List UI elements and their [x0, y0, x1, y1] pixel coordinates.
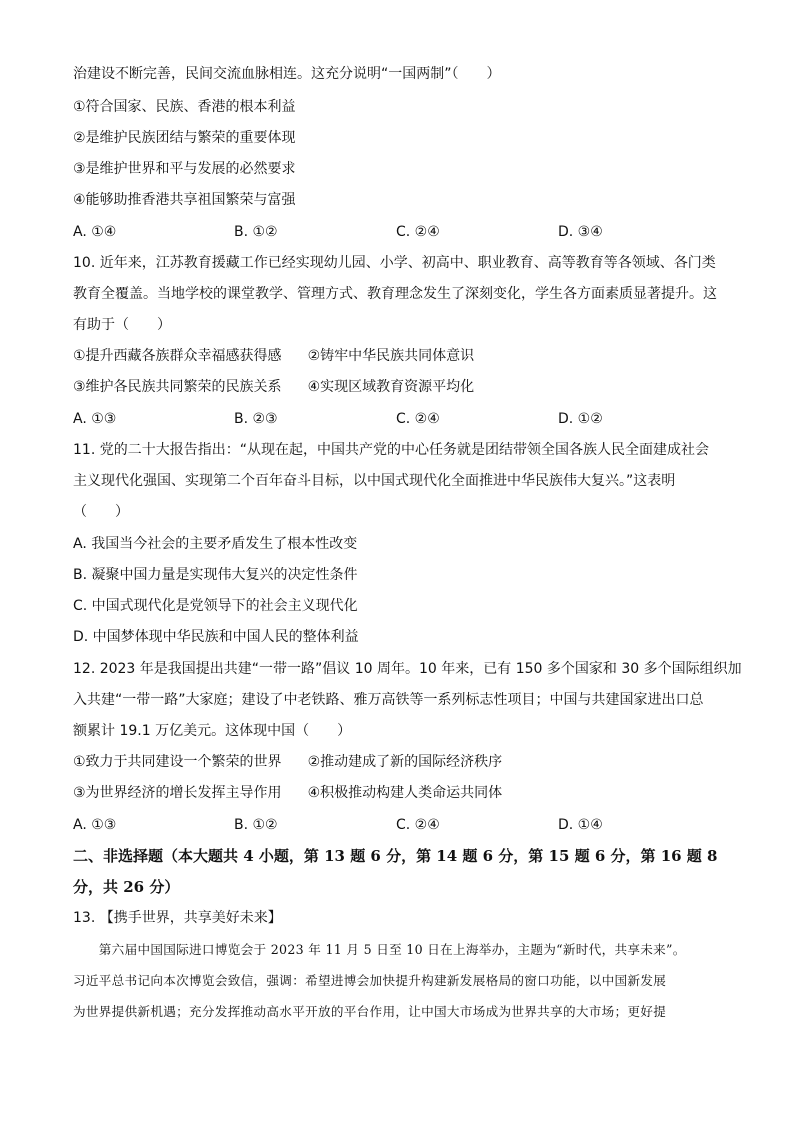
q12-item-2: ②推动建成了新的国际经济秩序 — [307, 754, 503, 770]
q10-item-4: ④实现区域教育资源平均化 — [307, 379, 475, 395]
q10-option-b: B. ②③ — [234, 411, 278, 427]
q12-items-row-1 — [73, 752, 723, 772]
q12-stem-line-1: 12. 2023 年是我国提出共建“一带一路”倡议 10 周年。10 年来，已有 150 多个国家和 30 多个国际组织加 — [73, 661, 742, 677]
q9-options — [73, 222, 723, 242]
q10-option-d: D. ①② — [558, 411, 603, 427]
section-2-heading-line-1: 二、非选择题（本大题共 4 小题，第 13 题 6 分，第 14 题 6 分，第 15 题 6 分，第 16 题 8 — [73, 847, 718, 865]
q13-material-line-3: 为世界提供新机遇；充分发挥推动高水平开放的平台作用，让中国大市场成为世界共享的大市场；更好提 — [73, 1004, 667, 1019]
q11-option-a: A. 我国当今社会的主要矛盾发生了根本性改变 — [73, 536, 358, 552]
q10-item-2: ②铸牢中华民族共同体意识 — [307, 348, 475, 364]
q12-option-a: A. ①③ — [73, 817, 117, 833]
q11-option-d: D. 中国梦体现中华民族和中国人民的整体利益 — [73, 629, 359, 645]
q9-item-1: ①符合国家、民族、香港的根本利益 — [73, 99, 296, 115]
q9-option-b: B. ①② — [234, 224, 278, 240]
q11-option-b: B. 凝聚中国力量是实现伟大复兴的决定性条件 — [73, 567, 358, 583]
q13-material-line-1: 第六届中国国际进口博览会于 2023 年 11 月 5 日至 10 日在上海举办，主题为“新时代，共享未来”。 — [73, 942, 686, 957]
q10-stem-line-1: 10. 近年来，江苏教育援藏工作已经实现幼儿园、小学、初高中、职业教育、高等教育等各领域、各门类 — [73, 255, 716, 271]
q11-stem-line-3: （ ） — [73, 504, 129, 520]
q9-item-4: ④能够助推香港共享祖国繁荣与富强 — [73, 192, 296, 208]
q12-item-3: ③为世界经济的增长发挥主导作用 — [73, 785, 282, 801]
q10-option-c: C. ②④ — [396, 411, 440, 427]
q10-items-row-1 — [73, 346, 723, 366]
q10-stem-line-3: 有助于（ ） — [73, 317, 171, 333]
q10-option-a: A. ①③ — [73, 411, 117, 427]
q10-item-3: ③维护各民族共同繁荣的民族关系 — [73, 379, 282, 395]
q10-options — [73, 409, 723, 429]
q11-option-c: C. 中国式现代化是党领导下的社会主义现代化 — [73, 598, 358, 614]
q9-stem-tail: 治建设不断完善，民间交流血脉相连。这充分说明“一国两制”（ ） — [73, 66, 501, 82]
q13-title: 13. 【携手世界，共享美好未来】 — [73, 910, 282, 926]
q9-option-d: D. ③④ — [558, 224, 603, 240]
q11-stem-line-1: 11. 党的二十大报告指出：“从现在起，中国共产党的中心任务就是团结带领全国各族人民全面建成社会 — [73, 442, 709, 458]
q12-item-1: ①致力于共同建设一个繁荣的世界 — [73, 754, 282, 770]
q12-item-4: ④积极推动构建人类命运共同体 — [307, 785, 503, 801]
q12-option-b: B. ①② — [234, 817, 278, 833]
section-2-heading-line-2: 分，共 26 分） — [73, 878, 180, 896]
q12-option-c: C. ②④ — [396, 817, 440, 833]
q9-item-3: ③是维护世界和平与发展的必然要求 — [73, 161, 296, 177]
q12-items-row-2 — [73, 783, 723, 803]
q11-stem-line-2: 主义现代化强国、实现第二个百年奋斗目标，以中国式现代化全面推进中华民族伟大复兴。”这表明 — [73, 473, 676, 489]
q12-stem-line-3: 额累计 19.1 万亿美元。这体现中国（ ） — [73, 723, 352, 739]
q10-item-1: ①提升西藏各族群众幸福感获得感 — [73, 348, 282, 364]
q12-options — [73, 815, 723, 835]
q12-stem-line-2: 入共建“一带一路”大家庭；建设了中老铁路、雅万高铁等一系列标志性项目；中国与共建国家进出口总 — [73, 692, 704, 708]
q9-option-c: C. ②④ — [396, 224, 440, 240]
q9-option-a: A. ①④ — [73, 224, 117, 240]
q10-stem-line-2: 教育全覆盖。当地学校的课堂教学、管理方式、教育理念发生了深刻变化，学生各方面素质显著提升。这 — [73, 286, 717, 302]
q10-items-row-2 — [73, 377, 723, 397]
q9-item-2: ②是维护民族团结与繁荣的重要体现 — [73, 130, 296, 146]
q13-material-line-2: 习近平总书记向本次博览会致信，强调：希望进博会加快提升构建新发展格局的窗口功能，以中国新发展 — [73, 973, 667, 988]
q12-option-d: D. ①④ — [558, 817, 603, 833]
